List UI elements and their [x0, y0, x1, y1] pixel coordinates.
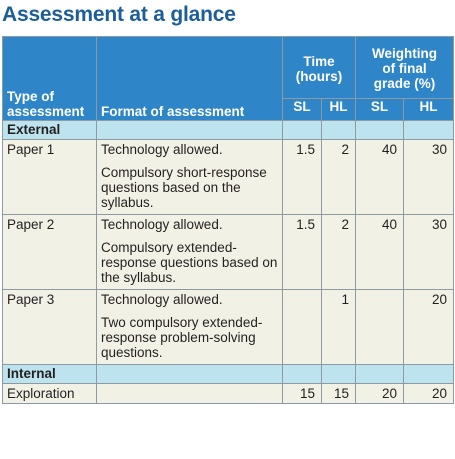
header-type-line2: assessment [7, 104, 85, 119]
row-name: Paper 1 [3, 140, 97, 215]
row-time-hl: 2 [322, 215, 356, 290]
row-format-line: Compulsory extended-response questions based on the syllabus. [101, 240, 278, 285]
header-row [3, 37, 454, 99]
row-name: Paper 2 [3, 215, 97, 290]
row-format [97, 290, 283, 365]
table-row-paper-2 [3, 215, 454, 290]
row-format-line: Technology allowed. [101, 217, 223, 232]
header-time-line2: (hours) [295, 68, 343, 84]
row-time-hl: 2 [322, 140, 356, 215]
header-weight-line1: Weighting [372, 46, 437, 61]
row-time-sl [283, 290, 322, 365]
header-weight-hl: HL [404, 99, 454, 121]
header-time-sl: SL [283, 99, 322, 121]
row-time-hl: 15 [322, 384, 356, 404]
row-format-line: Technology allowed. [101, 292, 223, 307]
table-row-exploration [3, 384, 454, 404]
row-name: Paper 3 [3, 290, 97, 365]
row-format-line: Two compulsory extended-response problem-solving questions. [101, 315, 263, 360]
row-weight-sl: 40 [356, 215, 404, 290]
row-format-line: Compulsory short-response questions based on the syllabus. [101, 165, 267, 210]
row-time-sl: 1.5 [283, 215, 322, 290]
page-title: Assessment at a glance [2, 3, 236, 26]
row-weight-hl: 30 [404, 140, 454, 215]
row-weight-hl: 20 [404, 384, 454, 404]
table-row-paper-1 [3, 140, 454, 215]
row-weight-hl: 20 [404, 290, 454, 365]
row-format [97, 140, 283, 215]
row-weight-hl: 30 [404, 215, 454, 290]
header-time-hl: HL [322, 99, 356, 121]
row-time-hl: 1 [322, 290, 356, 365]
header-type-of-assessment [3, 37, 97, 121]
header-weighting [356, 37, 454, 99]
header-weight-line2: of final [382, 61, 427, 76]
row-weight-sl: 40 [356, 140, 404, 215]
row-format [97, 215, 283, 290]
header-time-line1: Time [303, 53, 335, 69]
section-external-label: External [3, 121, 97, 140]
row-weight-sl: 20 [356, 384, 404, 404]
assessment-table [2, 36, 454, 404]
row-time-sl: 1.5 [283, 140, 322, 215]
section-internal-row [3, 365, 454, 384]
section-internal-label: Internal [3, 365, 97, 384]
row-format [97, 384, 283, 404]
section-external-row [3, 121, 454, 140]
row-time-sl: 15 [283, 384, 322, 404]
table-row-paper-3 [3, 290, 454, 365]
header-weight-sl: SL [356, 99, 404, 121]
header-format-of-assessment: Format of assessment [97, 37, 283, 121]
header-time [283, 37, 356, 99]
row-name: Exploration [3, 384, 97, 404]
header-type-line1: Type of [7, 89, 54, 104]
row-weight-sl [356, 290, 404, 365]
row-format-line: Technology allowed. [101, 142, 223, 157]
header-weight-line3: grade (%) [373, 76, 436, 91]
